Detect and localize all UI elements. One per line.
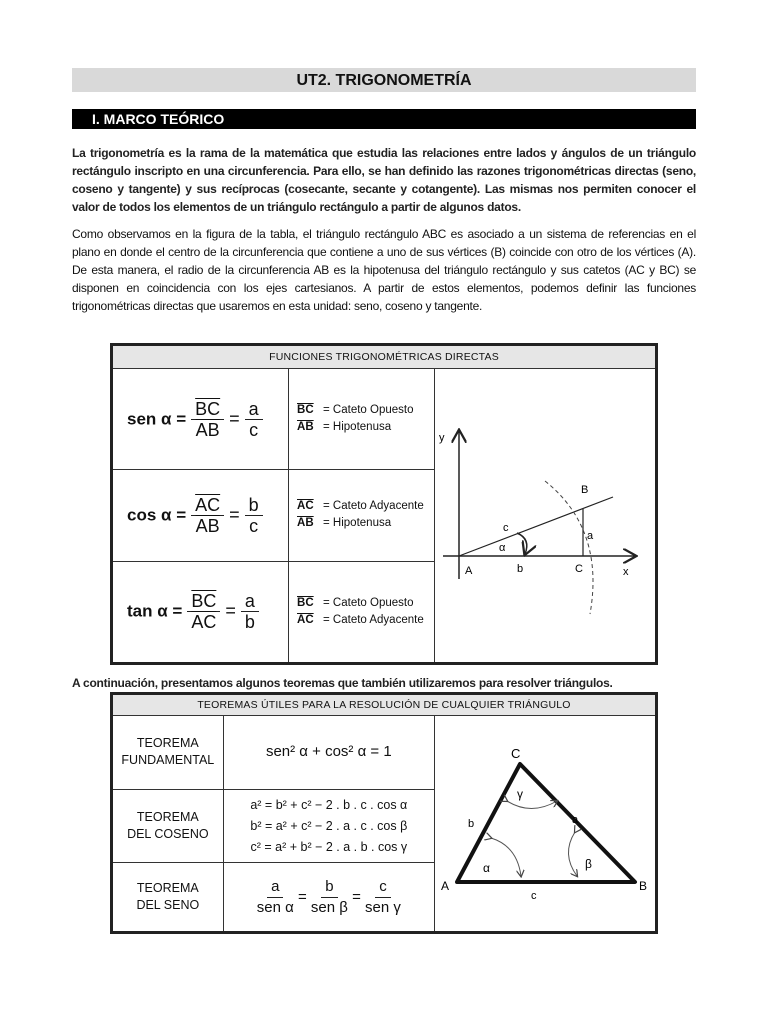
equals-sign: = [297,888,307,906]
angle-gamma-arc [507,801,557,809]
paragraph-intro: La trigonometría es la rama de la matemática que estudia las relaciones entre lados y ángulos de un triángulo rectángulo inscripto en una circunferencia. Para ello, se han definido las razones trigonométricas directas (seno, coseno y tangente) y sus recíprocas (cosecante, secante y cotangente). Las mismas nos permiten conocer el valor de todos los elementos de un triángulo rectángulo a partir de algunos datos. [72,146,696,214]
denominator: c [249,419,259,440]
theorem-name-line: DEL COSENO [127,827,209,842]
table-header: TEOREMAS ÚTILES PARA LA RESOLUCIÓN DE CUALQUIER TRIÁNGULO [112,694,657,716]
table-row [112,369,657,470]
theorem-equation [223,863,434,933]
triangle-figure [435,716,655,926]
label-b: b [468,818,475,830]
angle-arrow [517,533,527,554]
formula-sen: sen α = $\frac{\overline{BC}}{AB}$ = $\frac{a}{c}$ [112,369,289,470]
numerator: b [321,877,337,898]
label-b: b [517,563,524,575]
denominator: AB [195,419,220,440]
table-row [112,716,657,790]
theorem-equation [223,789,434,863]
figure-cell [435,716,657,933]
denominator: sen β [310,898,348,916]
theorem-name-line: FUNDAMENTAL [121,753,215,768]
paragraph-theorems-intro: A continuación, presentamos algunos teoremas que también utilizaremos para resolver triángulos. [72,676,613,690]
meaning: = Cateto Adyacente [323,500,424,513]
denominator: sen γ [365,898,401,916]
definition-tan [289,561,435,663]
label-A: A [465,565,473,577]
segment: $\overline{AC}$ [297,500,314,513]
denominator: b [244,612,255,633]
denominator: sen α [256,898,294,916]
numerator: b [245,495,263,516]
denominator: c [249,515,259,536]
theorem-name-line: TEOREMA [136,881,199,896]
label-x: x [623,566,629,578]
definition-cos [289,470,435,562]
table-theorems [110,692,658,934]
table-header: FUNCIONES TRIGONOMÉTRICAS DIRECTAS [112,345,657,369]
label-beta: β [585,857,592,871]
meaning: = Cateto Opuesto [323,404,414,417]
meaning: = Cateto Adyacente [323,613,424,626]
numerator: $\overline{BC}$ [191,399,224,420]
definition-sen [289,369,435,470]
label-C: C [575,563,583,575]
hypotenuse [459,497,613,556]
table-trig-functions [110,343,658,665]
numerator: a [245,399,263,420]
label-c: c [531,890,537,902]
label-B: B [581,484,589,496]
label-a: a [572,814,579,826]
section-header [72,109,696,129]
segment: $\overline{AB}$ [297,517,314,530]
document-title: UT2. TRIGONOMETRÍA [72,68,696,92]
denominator: AC [191,612,217,633]
segment: $\overline{AB}$ [297,421,314,434]
label-c: c [503,522,509,534]
label-B: B [639,879,648,893]
numerator: $\overline{BC}$ [187,591,220,612]
segment: $\overline{AC}$ [297,613,314,626]
numerator: a [241,591,259,612]
formula-label: sen α = [127,408,187,428]
theorem-name-line: TEOREMA [136,736,199,751]
segment: $\overline{BC}$ [297,596,314,609]
theorem-name [112,789,224,863]
label-C: C [511,746,521,761]
circumference-arc [545,481,593,614]
equation: a² = b² + c² − 2 . b . c . cos α [250,797,408,812]
meaning: = Cateto Opuesto [323,596,414,609]
equation: sen² α + cos² α = 1 [265,743,392,761]
numerator: a [267,877,283,898]
theorem-equation [223,716,434,790]
theorem-name-line: DEL SENO [136,898,200,913]
label-gamma: γ [517,787,523,801]
meaning: = Hipotenusa [323,421,392,434]
equals-sign: = [352,888,361,906]
numerator: c [375,877,391,898]
label-y: y [439,432,445,444]
theorem-name [112,863,224,933]
formula-cos: cos α = $\frac{\overline{AC}}{AB}$ = $\frac{b}{c}$ [112,470,289,562]
label-A: A [441,879,450,893]
denominator: AB [195,515,220,536]
figure-cell [435,369,657,664]
formula-label: cos α = [127,505,187,525]
meaning: = Hipotenusa [323,517,392,530]
numerator: $\overline{AC}$ [191,495,224,516]
angle-alpha-arc [491,838,521,876]
right-triangle-figure [435,369,655,657]
theorem-name-line: TEOREMA [136,810,199,825]
label-alpha: α [499,542,506,554]
label-a: a [587,530,594,542]
formula-tan: tan α = $\frac{\overline{BC}}{AC}$ = $\frac{a}{b}$ [112,561,289,663]
segment: $\overline{BC}$ [297,404,314,417]
angle-beta-arc [568,832,577,876]
equation: b² = a² + c² − 2 . a . c . cos β [250,818,408,833]
formula-label: tan α = [127,601,183,621]
label-alpha: α [483,861,490,875]
section-title: I. MARCO TEÓRICO [92,111,225,127]
paragraph-explanation: Como observamos en la figura de la tabla, el triángulo rectángulo ABC es asociado a un sistema de referencias en el plano en donde el centro de la circunferencia que contiene a uno de sus vértices (B) coincide con otro de los vértices (A). De esta manera, el radio de la circunferencia AB es la hipotenusa del triángulo rectángulo y sus catetos (AC y BC) se disponen en coincidencia con los ejes cartesianos. A partir de estos elementos, podemos definir las funciones trigonométricas directas que usaremos en esta unidad: seno, coseno y tangente. [72,227,696,313]
theorem-name [112,716,224,790]
equation: c² = a² + b² − 2 . a . b . cos γ [250,839,408,854]
